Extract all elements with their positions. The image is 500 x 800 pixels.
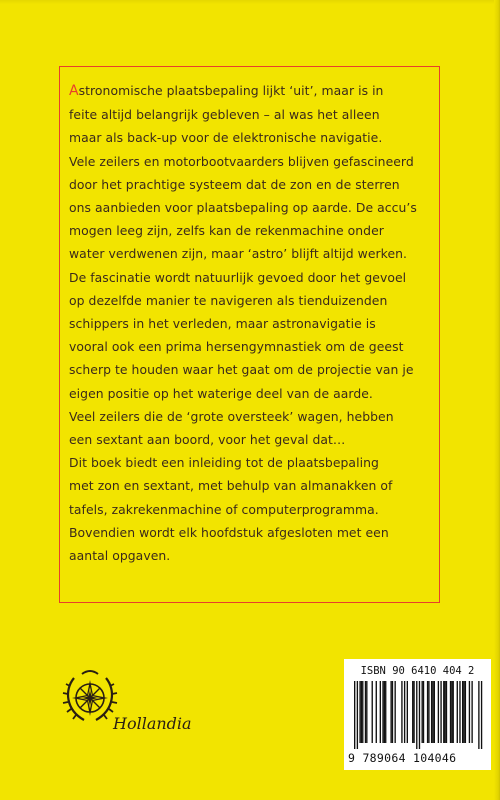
barcode-bar xyxy=(372,681,373,743)
barcode-bar xyxy=(390,681,391,743)
barcode-bar xyxy=(392,681,393,743)
barcode-bar xyxy=(432,681,433,743)
barcode-bar xyxy=(451,681,452,743)
blurb-line: mogen leeg zijn, zelfs kan de rekenmachine onder xyxy=(69,223,384,239)
blurb-line: scherp te houden waar het gaat om de projectie van je xyxy=(69,362,414,378)
barcode-bar xyxy=(481,681,482,749)
cover-right-edge xyxy=(494,0,500,800)
barcode-bar xyxy=(438,681,439,743)
barcode-bar xyxy=(362,681,363,743)
back-cover-blurb xyxy=(69,79,433,567)
barcode-bar xyxy=(440,681,441,743)
isbn-label: ISBN 90 6410 404 2 xyxy=(360,665,475,677)
blurb-line: maar als back-up voor de elektronische navigatie. xyxy=(69,130,383,146)
blurb-line: op dezelfde manier te navigeren als tienduizenden xyxy=(69,292,388,308)
blurb-line: aantal opgaven. xyxy=(69,548,171,564)
blurb-paragraph-4 xyxy=(69,405,433,451)
blurb-line: ons aanbieden voor plaatsbepaling op aarde. De accu’s xyxy=(69,200,417,216)
blurb-line: door het prachtige systeem dat de zon en de sterren xyxy=(69,176,400,192)
blurb-paragraph-2 xyxy=(69,150,433,266)
blurb-line: Bovendien wordt elk hoofdstuk afgesloten met een xyxy=(69,524,389,540)
barcode-bar xyxy=(462,681,463,743)
barcode-bar xyxy=(416,681,417,749)
blurb-line: tafels, zakrekenmachine of computerprogramma. xyxy=(69,501,379,517)
blurb-line: Astronomische plaatsbepaling lijkt ‘uit’, maar is in xyxy=(69,83,384,99)
barcode-bar xyxy=(465,681,466,743)
barcode-bar xyxy=(395,681,396,743)
barcode-bar xyxy=(431,681,432,743)
blurb-line: De fascinatie wordt natuurlijk gevoed door het gevoel xyxy=(69,269,407,285)
barcode-bar xyxy=(427,681,428,743)
barcode-bar xyxy=(382,681,383,743)
compass-rose-icon xyxy=(60,656,120,736)
barcode-bar xyxy=(428,681,429,743)
barcode-bar xyxy=(453,681,454,743)
blurb-paragraph-3 xyxy=(69,266,433,405)
blurb-paragraph-5 xyxy=(69,451,433,567)
barcode-bar xyxy=(380,681,381,743)
blurb-line: Dit boek biedt een inleiding tot de plaatsbepaling xyxy=(69,455,379,471)
ean-digits: 9 789064 104046 xyxy=(348,751,457,765)
dropcap: A xyxy=(69,83,79,99)
barcode-bar xyxy=(422,681,423,743)
barcode-bar xyxy=(412,681,413,743)
blurb-line: feite altijd belangrijk gebleven – al was het alleen xyxy=(69,107,380,123)
barcode-bar xyxy=(423,681,424,743)
blurb-line: met zon en sextant, met behulp van almanakken of xyxy=(69,478,393,494)
barcode-panel xyxy=(344,659,491,770)
barcode-bar xyxy=(434,681,435,743)
cover-top-edge xyxy=(0,0,500,4)
blurb-paragraph-1 xyxy=(69,79,433,150)
barcode-bar xyxy=(385,681,386,743)
blurb-line: schippers in het verleden, maar astronavigatie is xyxy=(69,316,376,332)
barcode-bar xyxy=(365,681,366,743)
barcode-bar xyxy=(478,681,479,749)
barcode-bar xyxy=(443,681,444,743)
blurb-line: Veel zeilers die de ‘grote oversteek’ wagen, hebben xyxy=(69,408,394,424)
blurb-line: eigen positie op het waterige deel van de aarde. xyxy=(69,385,373,401)
barcode-bar xyxy=(444,681,445,743)
barcode-bar xyxy=(450,681,451,743)
barcode-bar xyxy=(413,681,414,743)
blurb-line: een sextant aan boord, voor het geval dat… xyxy=(69,432,346,448)
barcode-bar xyxy=(471,681,472,743)
ean-barcode xyxy=(351,681,485,751)
barcode-bar xyxy=(354,681,355,749)
barcode-bar xyxy=(407,681,408,743)
barcode-bar xyxy=(401,681,402,743)
barcode-bar xyxy=(419,681,420,749)
barcode-bar xyxy=(463,681,464,743)
barcode-bar xyxy=(384,681,385,743)
barcode-bar xyxy=(457,681,458,743)
publisher-logo xyxy=(60,656,190,736)
blurb-line: Vele zeilers en motorbootvaarders blijven gefascineerd xyxy=(69,153,414,169)
barcode-bar xyxy=(376,681,377,743)
blurb-line: vooral ook een prima hersengymnastiek om de geest xyxy=(69,339,404,355)
blurb-line: water verdwenen zijn, maar ‘astro’ blijft altijd werken. xyxy=(69,246,408,262)
barcode-bar xyxy=(404,681,405,743)
barcode-bar xyxy=(446,681,447,743)
barcode-bar xyxy=(366,681,367,743)
publisher-name: Hollandia xyxy=(113,714,192,733)
barcode-bar xyxy=(361,681,362,743)
barcode-bar xyxy=(469,681,470,743)
barcode-bar xyxy=(459,681,460,743)
barcode-bar xyxy=(357,681,358,749)
barcode-bar xyxy=(359,681,360,743)
